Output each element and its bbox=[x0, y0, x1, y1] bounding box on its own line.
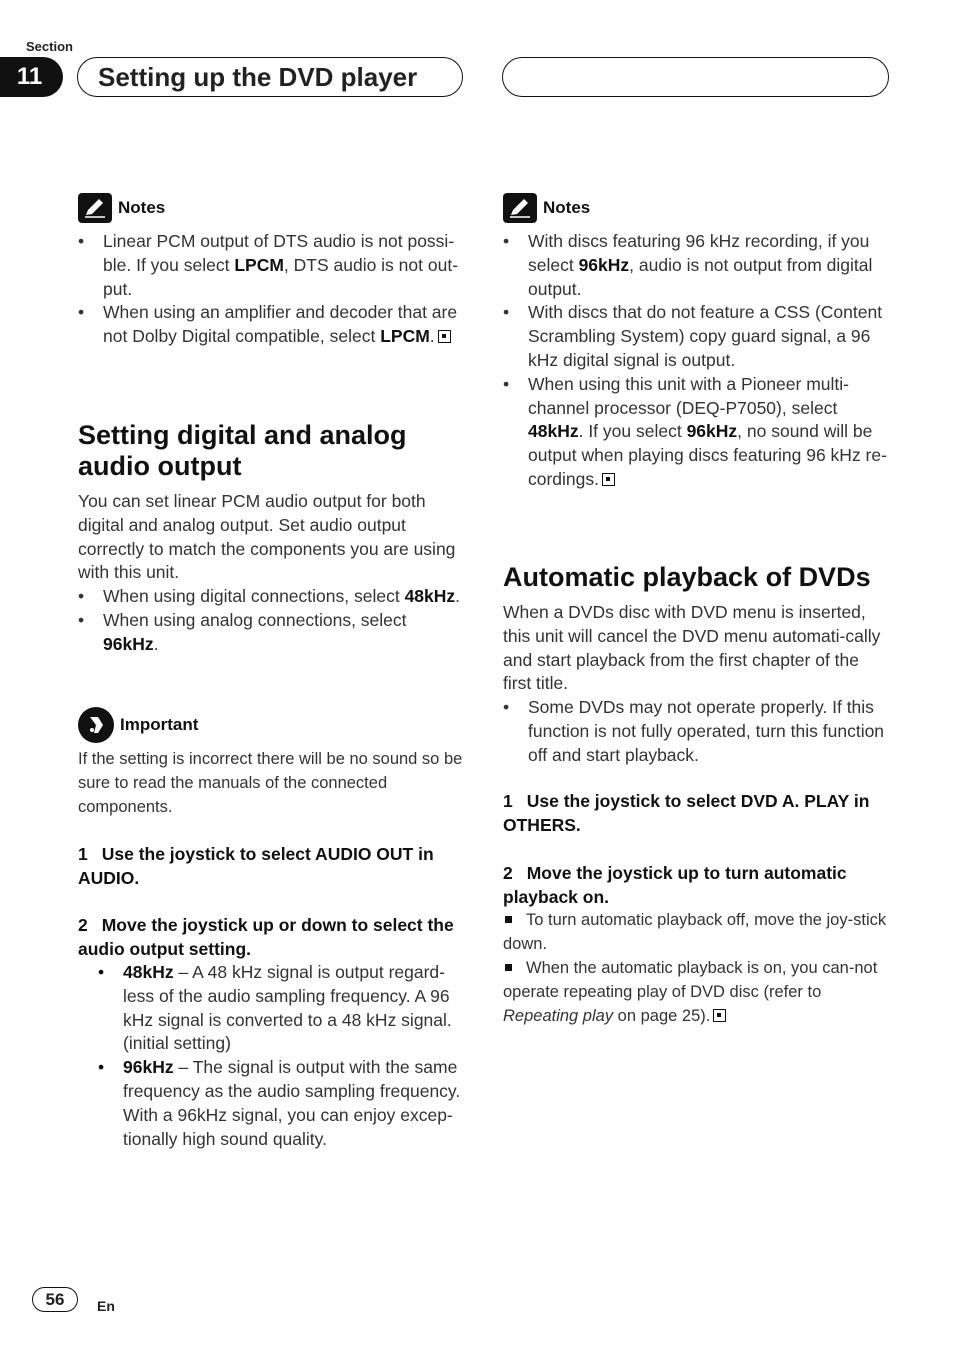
important-text: If the setting is incorrect there will be no sound so be sure to read the manuals of the connected components. bbox=[78, 750, 463, 816]
audio-output-intro: You can set linear PCM audio output for both digital and analog output. Set audio output correctly to match the components you are using with this unit. bbox=[78, 491, 456, 583]
step-1-dvd-play: 1 Use the joystick to select DVD A. PLAY in OTHERS. bbox=[503, 791, 870, 835]
header-blank-pill bbox=[502, 57, 889, 97]
right-notes-title: Notes bbox=[543, 198, 591, 217]
end-mark-icon bbox=[713, 1009, 726, 1022]
right-notes-list bbox=[503, 230, 889, 492]
section-number-badge: 11 bbox=[0, 57, 63, 97]
square-bullet-icon bbox=[505, 964, 512, 971]
sub-note-turn-off: To turn automatic playback off, move the joy-stick down. bbox=[503, 911, 887, 953]
list-item: • With discs featuring 96 kHz recording, if you select 96kHz, audio is not output from digital output. bbox=[503, 230, 889, 301]
list-item: • When using an amplifier and decoder that are not Dolby Digital compatible, select LPCM. bbox=[78, 301, 464, 349]
left-notes-list bbox=[78, 230, 464, 349]
list-item: • 96kHz – The signal is output with the same frequency as the audio sampling frequency. With a 96kHz signal, you can enjoy excep-tionally high sound quality. bbox=[78, 1056, 464, 1151]
list-item: • Some DVDs may not operate properly. If this function is not fully operated, turn this function off and start playback. bbox=[503, 696, 889, 767]
chapter-title bbox=[77, 57, 463, 97]
step-2-dvd-play: 2 Move the joystick up to turn automatic playback on. bbox=[503, 863, 847, 907]
list-item: • When using digital connections, select 48kHz. bbox=[78, 585, 464, 609]
right-notes-head bbox=[503, 193, 590, 223]
audio-output-bullets bbox=[78, 585, 464, 656]
list-item: • Linear PCM output of DTS audio is not possi-ble. If you select LPCM, DTS audio is not out-put. bbox=[78, 230, 464, 301]
left-notes-title: Notes bbox=[118, 198, 166, 217]
list-item: • 48kHz – A 48 kHz signal is output regard-less of the audio sampling frequency. A 96 kHz signal is converted to a 48 kHz signal. (initial setting) bbox=[78, 961, 464, 1056]
list-item: • When using this unit with a Pioneer multi-channel processor (DEQ-P7050), select 48kHz. If you select 96kHz, no sound will be output when playing discs featuring 96 kHz re-cordings. bbox=[503, 373, 889, 492]
section-label: Section bbox=[26, 39, 73, 54]
list-item: • When using analog connections, select 96kHz. bbox=[78, 609, 464, 657]
end-mark-icon bbox=[438, 330, 451, 343]
important-head bbox=[78, 707, 198, 743]
step-2-audio: 2 Move the joystick up or down to select the audio output setting. bbox=[78, 915, 454, 959]
square-bullet-icon bbox=[505, 916, 512, 923]
pencil-note-icon bbox=[78, 193, 112, 223]
auto-playback-bullets bbox=[503, 696, 889, 767]
sub-note-repeat: When the automatic playback is on, you can-not operate repeating play of DVD disc (refer to Repeating play on page 25). bbox=[503, 959, 878, 1025]
section-heading-audio-output: Setting digital and analog audio output bbox=[78, 420, 407, 481]
important-icon bbox=[78, 707, 114, 743]
page-number: 56 bbox=[32, 1287, 78, 1312]
section-heading-auto-playback: Automatic playback of DVDs bbox=[503, 562, 871, 592]
pencil-note-icon bbox=[503, 193, 537, 223]
important-title: Important bbox=[120, 715, 199, 734]
step-1-audio: 1 Use the joystick to select AUDIO OUT in AUDIO. bbox=[78, 844, 434, 888]
left-notes-head bbox=[78, 193, 165, 223]
list-item: • With discs that do not feature a CSS (Content Scrambling System) copy guard signal, a 96 kHz digital signal is output. bbox=[503, 301, 889, 372]
chapter-title-text: Setting up the DVD player bbox=[98, 61, 418, 92]
audio-option-list bbox=[78, 961, 464, 1151]
language-label: En bbox=[97, 1298, 115, 1314]
end-mark-icon bbox=[602, 473, 615, 486]
auto-playback-intro: When a DVDs disc with DVD menu is inserted, this unit will cancel the DVD menu automati-cally and start playback from the first chapter of the first title. bbox=[503, 602, 881, 694]
